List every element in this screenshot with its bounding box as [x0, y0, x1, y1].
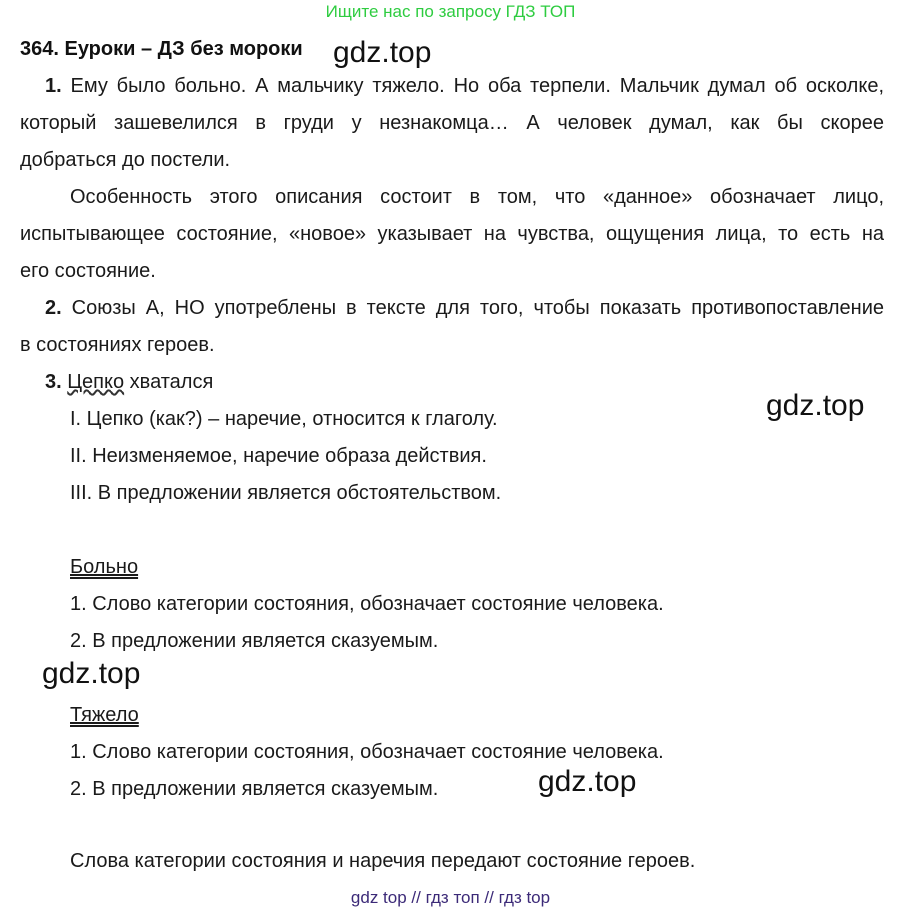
tyazhelo-analysis-1: 1. Слово категории состояния, обозначает состояние человека. [70, 741, 664, 763]
top-banner: Ищите нас по запросу ГДЗ ТОП [325, 2, 576, 21]
underlined-word: Цепко [67, 371, 125, 393]
paragraph-2-line-2: испытывающее состояние, «новое» указывает на чувства, ощущения лица, то есть на [20, 223, 884, 245]
paragraph-2-line-3: его состояние. [20, 260, 156, 282]
watermark: gdz.top [766, 389, 865, 422]
page-title: 364. Еуроки – ДЗ без мороки [20, 38, 303, 60]
footer-watermark: gdz top // гдз топ // гдз top [350, 888, 551, 907]
watermark: gdz.top [42, 657, 141, 690]
item-3-analysis-3: III. В предложении является обстоятельством. [70, 482, 502, 504]
watermark: gdz.top [538, 765, 637, 798]
bolno-analysis-1: 1. Слово категории состояния, обозначает состояние человека. [70, 593, 664, 615]
word-heading-bolno: Больно [70, 556, 139, 578]
watermark: gdz.top [333, 36, 432, 69]
bolno-analysis-2: 2. В предложении является сказуемым. [70, 630, 439, 652]
item-3-analysis-1: I. Цепко (как?) – наречие, относится к глаголу. [70, 408, 498, 430]
paragraph-2-line-1: Особенность этого описания состоит в том, что «данное» обозначает лицо, [70, 186, 884, 208]
item-3-heading: 3. Цепко хватался [45, 371, 214, 393]
tyazhelo-analysis-2: 2. В предложении является сказуемым. [70, 778, 439, 800]
paragraph-1-line-1: 1. Ему было больно. А мальчику тяжело. Но оба терпели. Мальчик думал об осколке, [45, 75, 884, 97]
paragraph-1-line-3: добраться до постели. [20, 149, 231, 171]
paragraph-1-line-2: который зашевелился в груди у незнакомца… А человек думал, как бы скорее [20, 112, 884, 134]
word-heading-tyazhelo: Тяжело [70, 704, 139, 726]
paragraph-3-line-1: 2. Союзы А, НО употреблены в тексте для того, чтобы показать противопоставление [45, 297, 884, 319]
conclusion: Слова категории состояния и наречия передают состояние героев. [70, 850, 696, 872]
paragraph-3-line-2: в состояниях героев. [20, 334, 215, 356]
item-3-analysis-2: II. Неизменяемое, наречие образа действия. [70, 445, 487, 467]
